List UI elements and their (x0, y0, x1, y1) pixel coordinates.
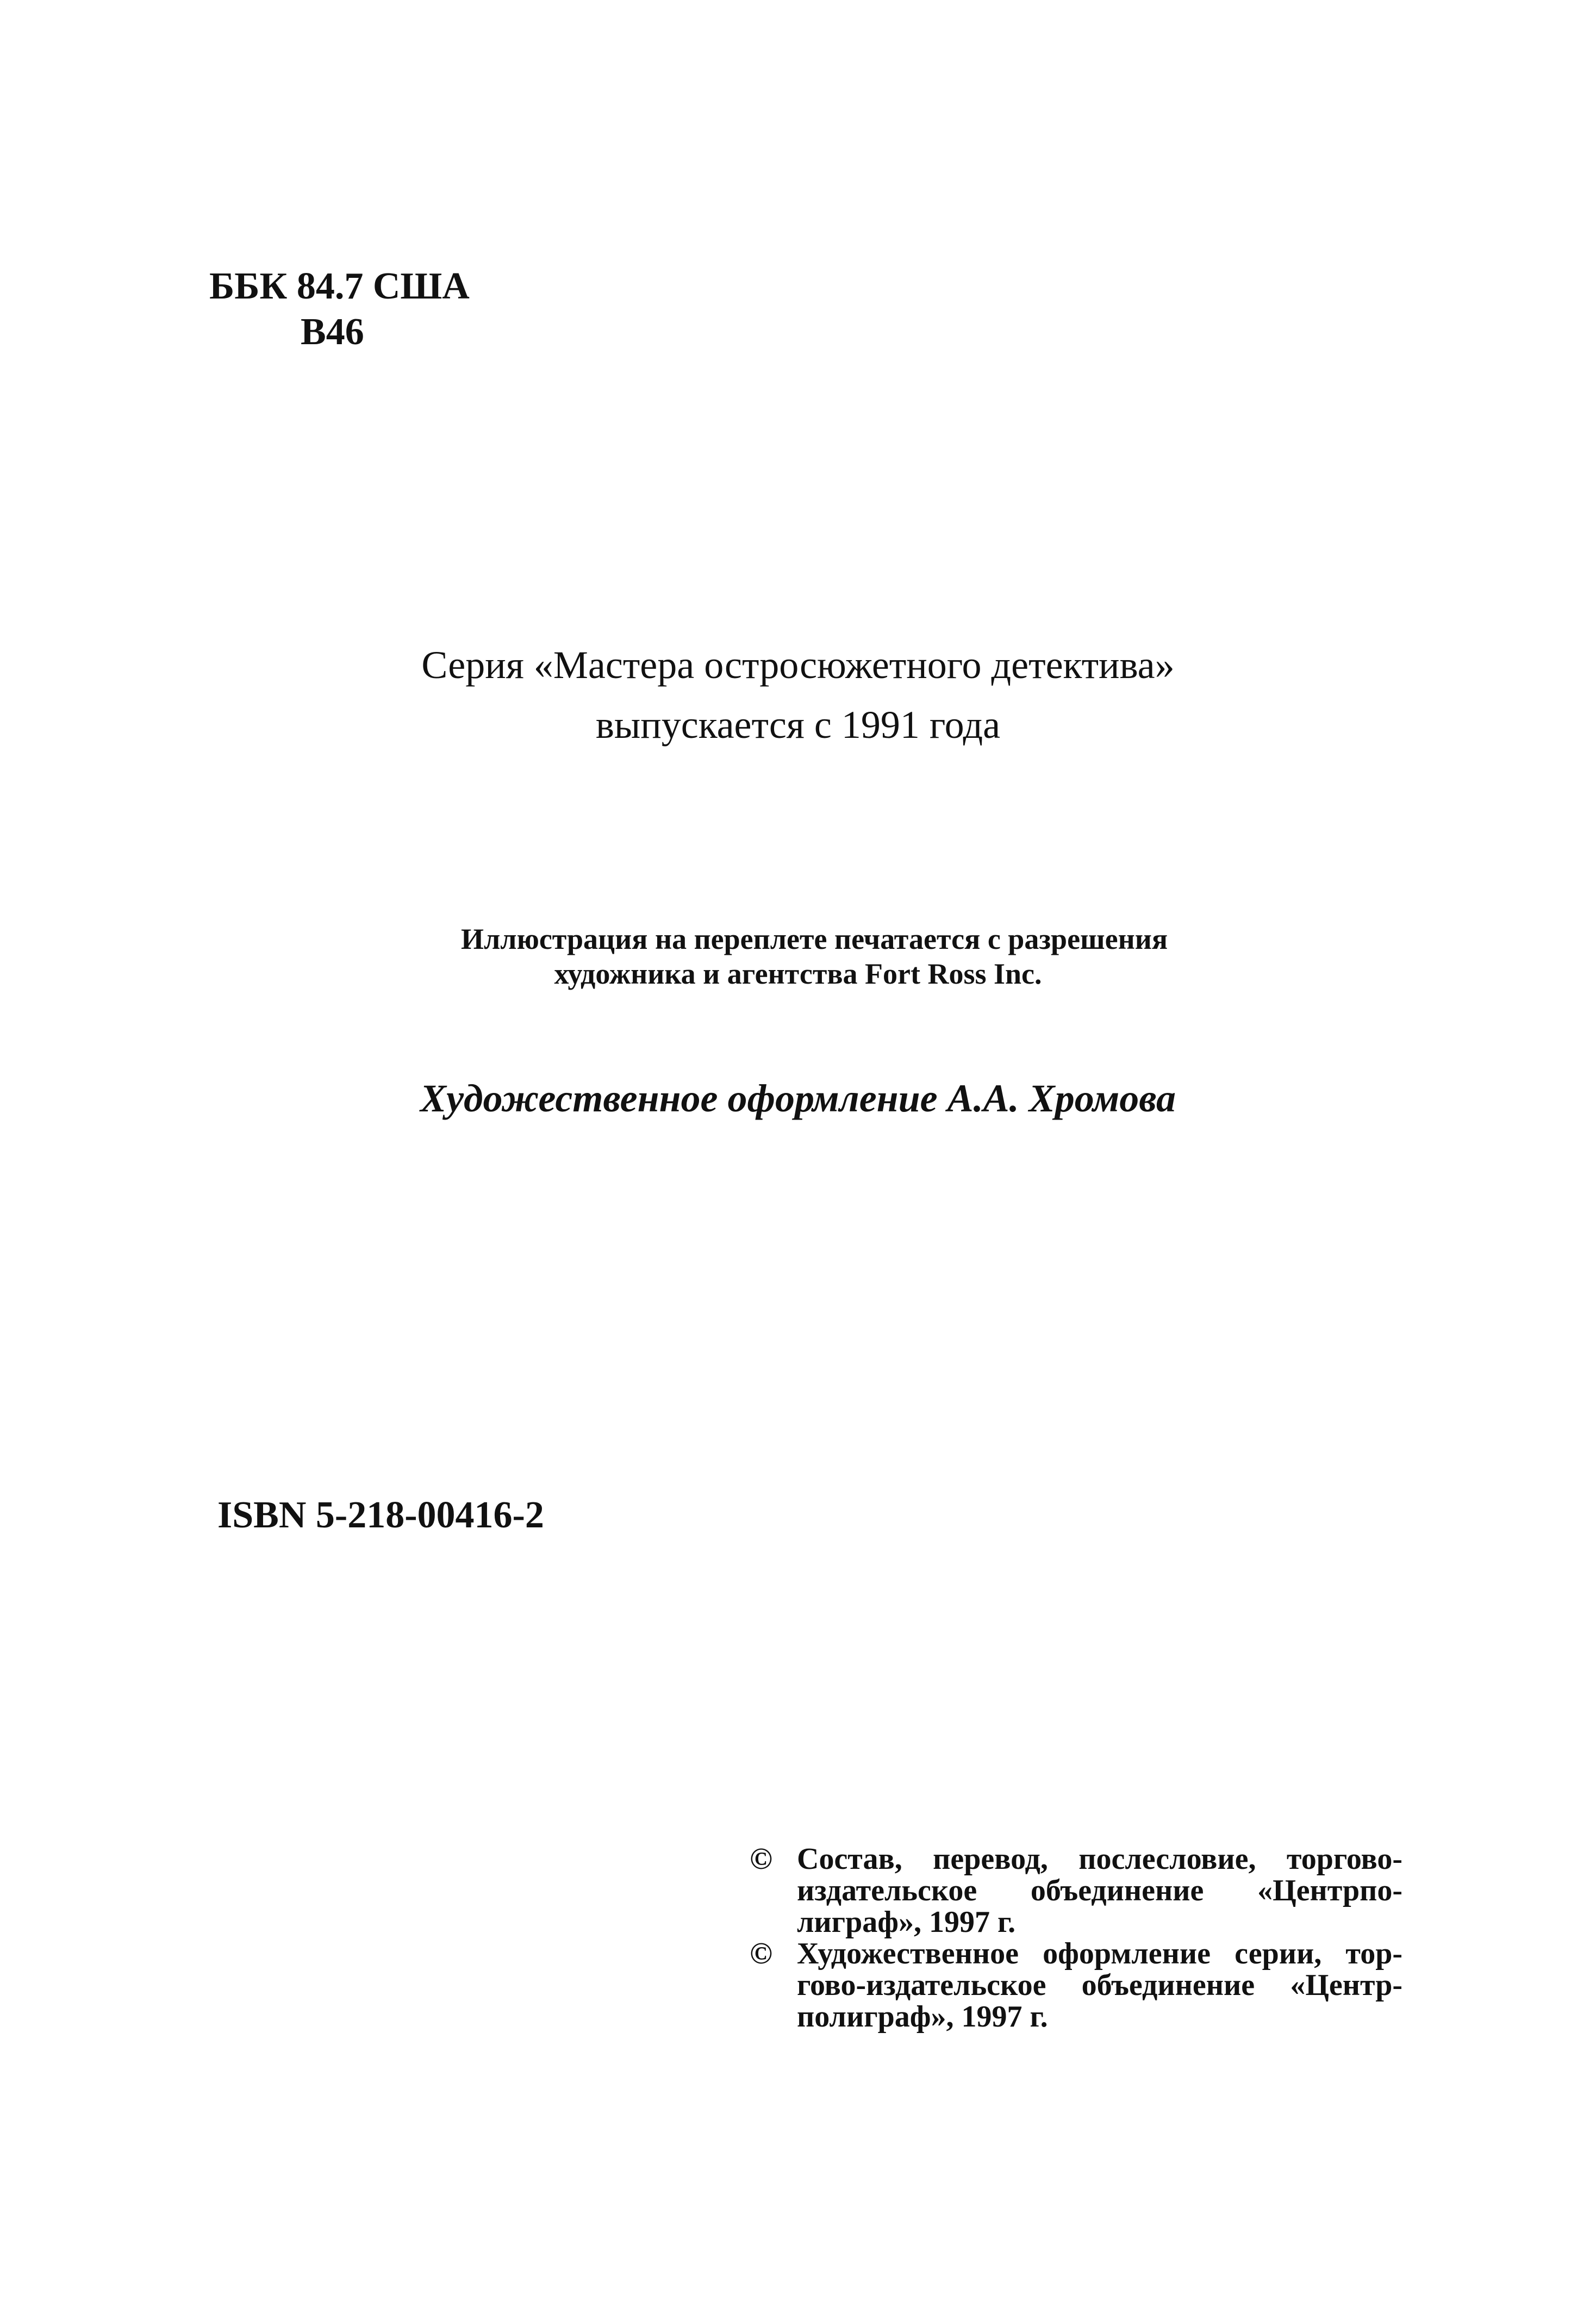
copyright-line: издательское объединение «Центрпо- (797, 1874, 1402, 1907)
copyright-line: Состав, перевод, послесловие, торгово- (797, 1842, 1402, 1876)
copyright-icon: © (750, 1842, 772, 1876)
copyright-line: лиграф», 1997 г. (797, 1905, 1016, 1939)
series-statement (0, 635, 1596, 755)
isbn: ISBN 5-218-00416-2 (217, 1494, 544, 1536)
copyright-line: полиграф», 1997 г. (797, 2000, 1048, 2034)
classification-block (209, 264, 470, 355)
copyright-block (745, 1843, 1402, 2032)
illustration-note (0, 922, 1596, 991)
series-title-line: Серия «Мастера остросюжетного детектива» (421, 643, 1175, 687)
copyright-entry-2 (745, 1938, 1402, 2032)
copyright-entry-1 (745, 1843, 1402, 1938)
author-mark: В46 (301, 311, 364, 353)
illustration-note-line-2: художника и агентства Fort Ross Inc. (554, 958, 1042, 990)
design-credit: Художественное оформление А.А. Хромова (420, 1077, 1176, 1120)
copyright-line: Художественное оформление серии, тор- (797, 1937, 1402, 1971)
illustration-note-line-1: Иллюстрация на переплете печатается с разрешения (460, 923, 1168, 955)
bbk-code: ББК 84.7 США (209, 265, 470, 307)
copyright-line: гово-издательское объединение «Центр- (797, 1968, 1402, 2002)
series-since-line: выпускается с 1991 года (595, 703, 1001, 747)
copyright-icon: © (750, 1937, 772, 1971)
